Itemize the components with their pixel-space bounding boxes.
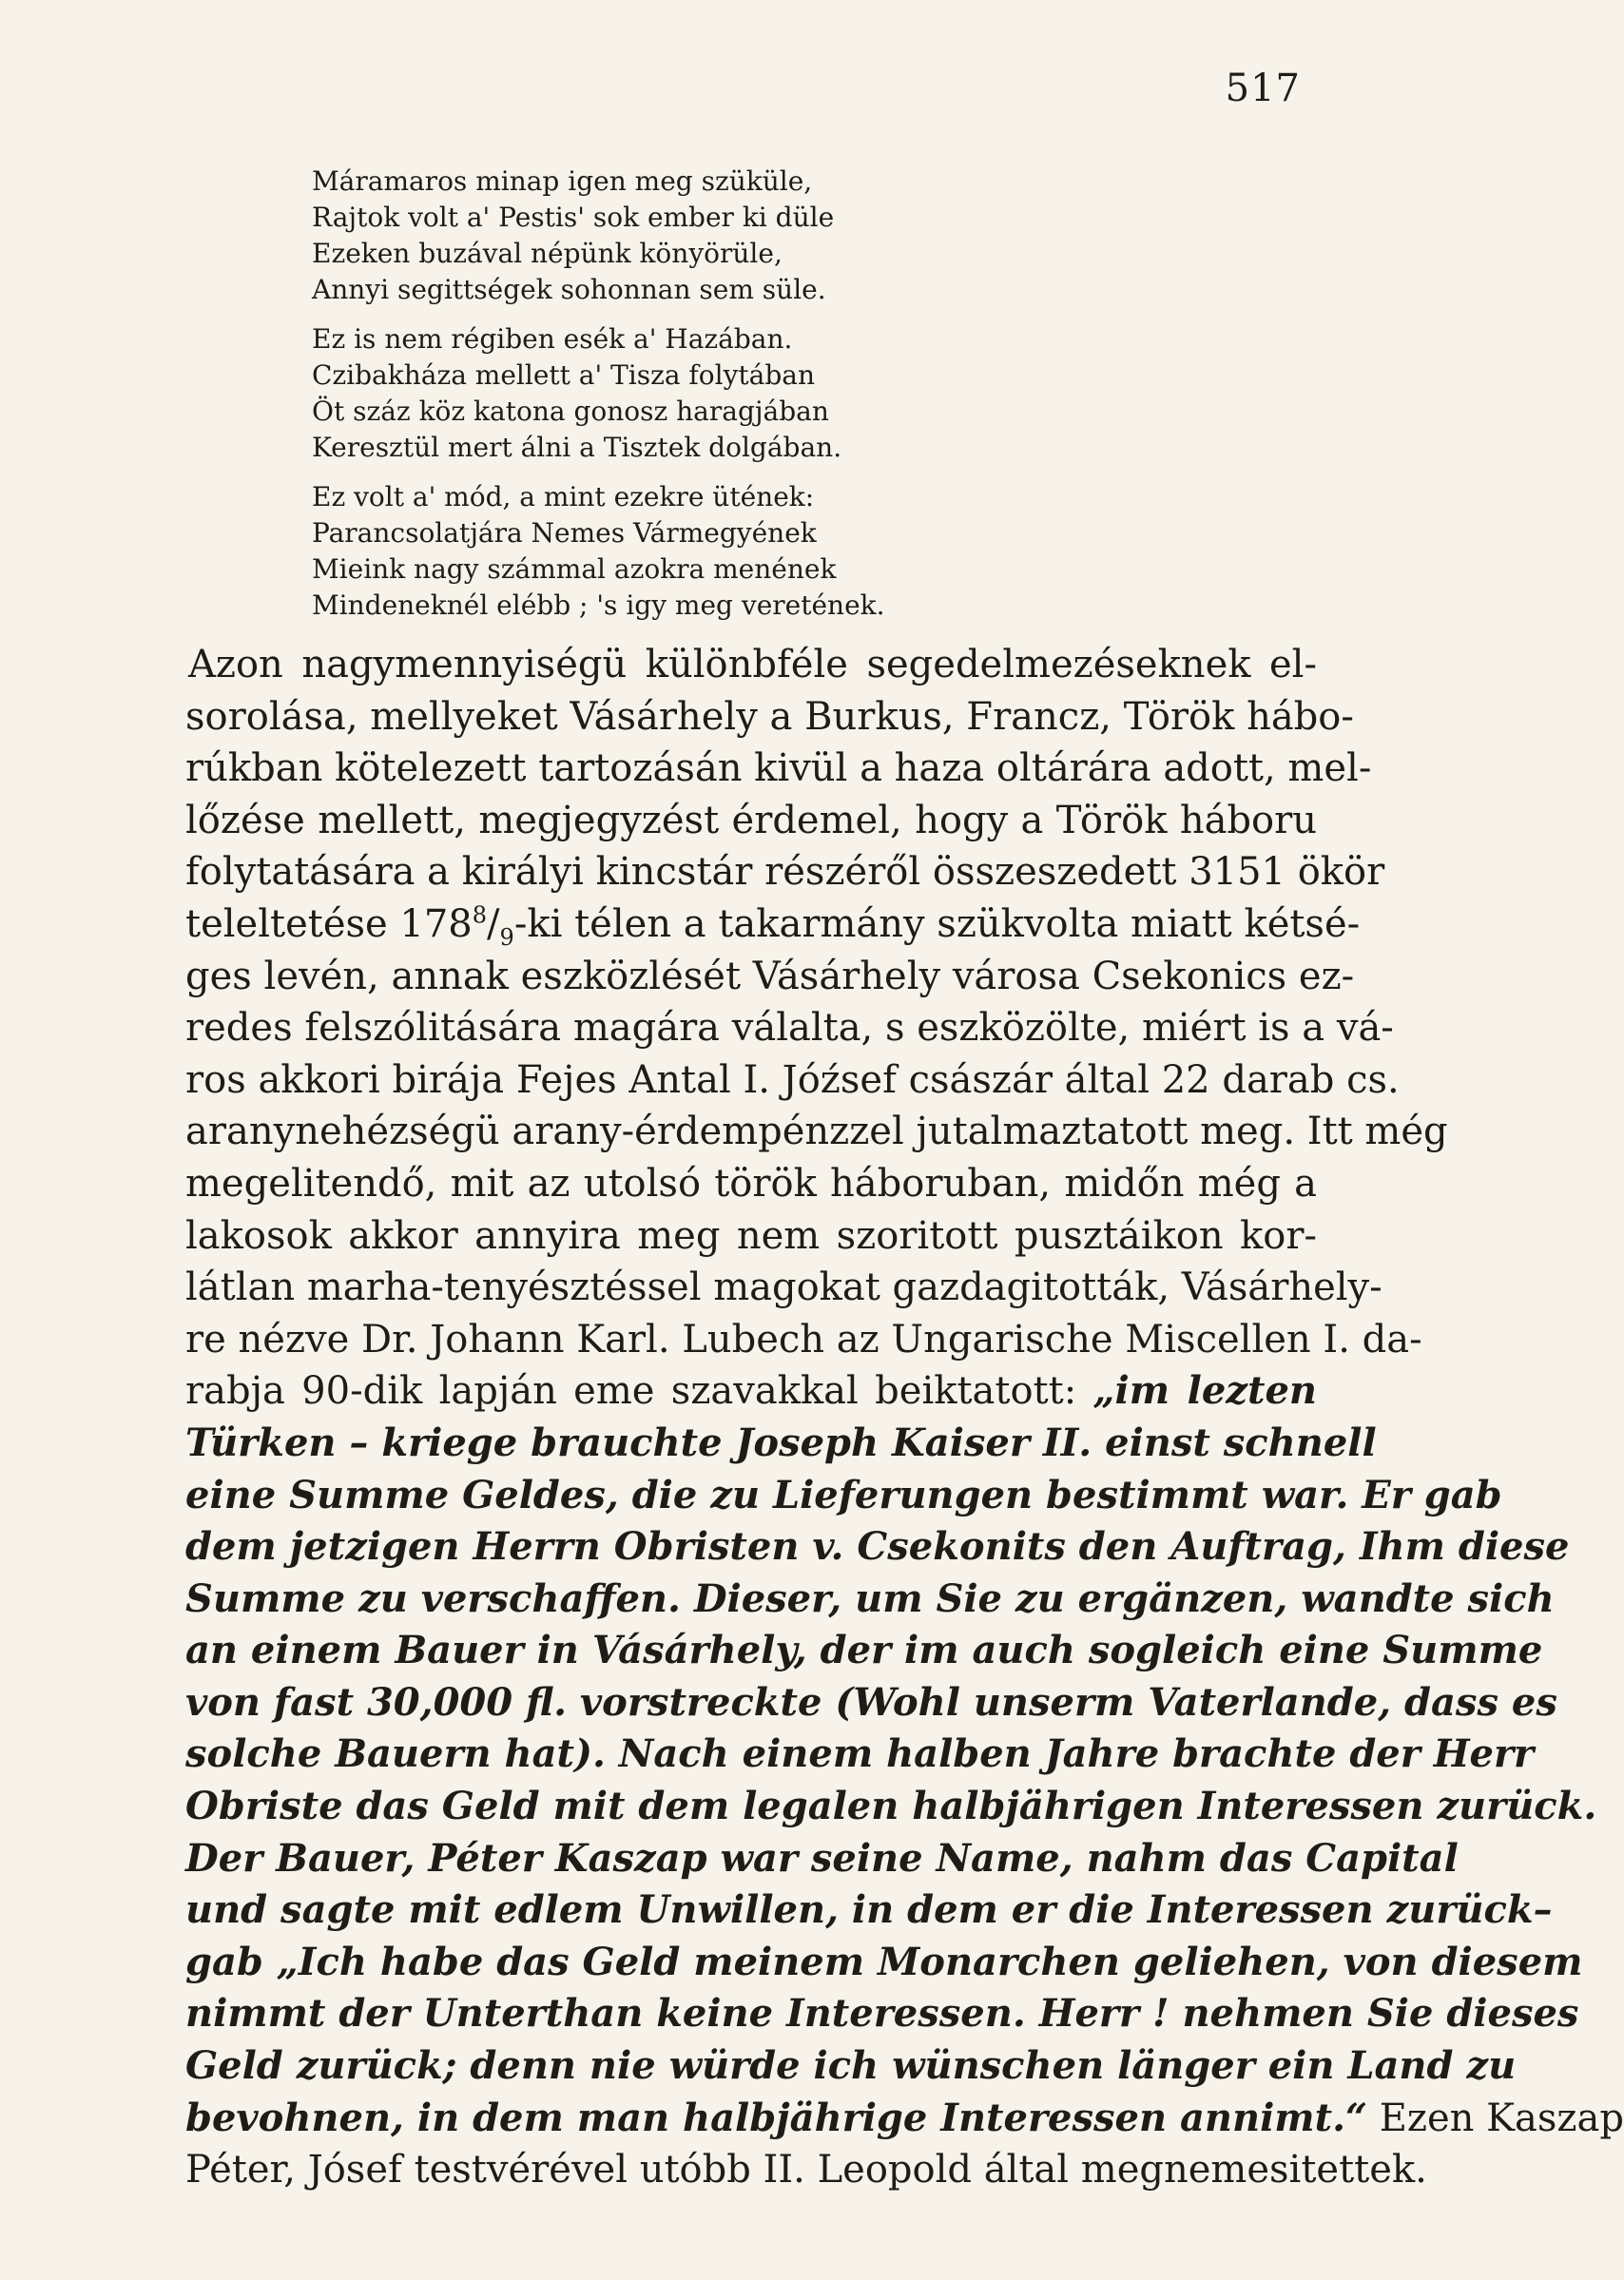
poem-line: Mindeneknél elébb ; 's igy meg veretének. [312, 589, 885, 621]
poem-line: Mieink nagy számmal azokra menének [312, 553, 837, 585]
quote-line: solche Bauern hat). Nach einem halben Jahre brachte der Herr [185, 1731, 1535, 1777]
fraction-prefix: teleltetése 178 [185, 901, 473, 946]
fraction-numerator: 8 [472, 901, 488, 929]
stanza-1 [312, 164, 1310, 308]
poem-line: Öt száz köz katona gonosz haragjában [312, 396, 829, 427]
prose-body [185, 639, 1624, 2196]
prose-line: redes felszólitására magára válalta, s eszközölte, miért is a vá- [185, 1006, 1394, 1051]
quote-line: dem jetzigen Herrn Obristen v. Csekonits den Auftrag, Ihm diese [185, 1524, 1570, 1570]
prose-line: látlan marha-tenyésztéssel magokat gazdagitották, Vásárhely- [185, 1266, 1382, 1310]
quote-opening: „im lezten [1092, 1368, 1318, 1414]
prose-line-last: Péter, Jósef testvérével utóbb II. Leopold által megnemesitettek. [185, 2148, 1427, 2193]
prose-line: megelitendő, mit az utolsó török háboruban, midőn még a [185, 1161, 1317, 1206]
prose-line: folytatására a királyi kincstár részéről összeszedett 3151 ökör [185, 850, 1385, 895]
quote-line: nimmt der Unterthan keine Interessen. Herr ! nehmen Sie dieses [185, 1991, 1579, 2037]
poem-line: Czibakháza mellett a' Tisza folytában [312, 359, 816, 391]
prose-line-mixed [185, 2093, 1624, 2145]
quote-line: Geld zurück; denn nie würde ich wünschen länger ein Land zu [185, 2043, 1517, 2089]
fraction-suffix: -ki télen a takarmány szükvolta miatt kétsé- [513, 901, 1361, 946]
poem-line: Ez volt a' mód, a mint ezekre ütének: [312, 481, 815, 512]
poem-line: Parancsolatjára Nemes Vármegyének [312, 517, 817, 549]
prose-line: sorolása, mellyeket Vásárhely a Burkus, Francz, Török hábo- [185, 694, 1354, 739]
prose-line: lakosok akkor annyira meg nem szoritott pusztáikon kor- [185, 1213, 1317, 1258]
fraction-slash: / [487, 901, 500, 946]
quote-line: gab „Ich habe das Geld meinem Monarchen geliehen, von diesem [185, 1939, 1583, 1984]
prose-line: Azon nagymennyiségü különbféle segedelmezéseknek el- [188, 643, 1317, 686]
prose-line-text: Ezen Kaszap [1367, 2096, 1624, 2140]
poem-line: Keresztül mert álni a Tisztek dolgában. [312, 432, 842, 463]
quote-line: und sagte mit edlem Unwillen, in dem er die Interessen zurück– [185, 1887, 1553, 1933]
prose-line: rúkban kötelezett tartozásán kivül a haza oltárára adott, mel- [185, 746, 1372, 791]
stanza-3 [312, 479, 1310, 624]
quote-line: an einem Bauer in Vásárhely, der im auch sogleich eine Summe [185, 1628, 1543, 1673]
prose-line-quote-start [185, 1365, 1317, 1418]
quote-line: Türken – kriege brauchte Joseph Kaiser II. einst schnell [185, 1420, 1377, 1465]
poem-line: Ezeken buzával népünk könyörüle, [312, 238, 783, 269]
prose-line: ges levén, annak eszközlését Vásárhely városa Csekonics ez- [185, 954, 1355, 998]
prose-line: ros akkori birája Fejes Antal I. Jóźsef császár által 22 darab cs. [185, 1057, 1400, 1102]
poem-line: Máramaros minap igen meg szüküle, [312, 165, 813, 197]
poem [312, 164, 1310, 637]
prose-line: re nézve Dr. Johann Karl. Lubech az Ungarische Miscellen I. da- [185, 1317, 1422, 1362]
quote-closing: bevohnen, in dem man halbjährige Interessen annimt.“ [185, 2095, 1368, 2140]
page-number: 517 [1225, 67, 1301, 110]
prose-line: aranynehézségü arany-érdempénzzel jutalmaztatott meg. Itt még [185, 1110, 1448, 1154]
prose-line: lőzése mellett, megjegyzést érdemel, hogy a Török háboru [185, 798, 1317, 842]
fraction-denominator: 9 [499, 923, 514, 951]
quote-line: eine Summe Geldes, die zu Lieferungen bestimmt war. Er gab [185, 1472, 1502, 1517]
poem-line: Ez is nem régiben esék a' Hazában. [312, 323, 793, 355]
quote-line: Der Bauer, Péter Kaszap war seine Name, nahm das Capital [185, 1835, 1459, 1881]
stanza-2 [312, 321, 1310, 466]
poem-line: Annyi segittségek sohonnan sem süle. [312, 274, 826, 305]
prose-line-fraction [185, 898, 1361, 951]
poem-line: Rajtok volt a' Pestis' sok ember ki düle [312, 202, 835, 233]
quote-line: Summe zu verschaffen. Dieser, um Sie zu ergänzen, wandte sich [185, 1575, 1555, 1621]
quote-line: Obriste das Geld mit dem legalen halbjährigen Interessen zurück. [185, 1784, 1597, 1829]
prose-line-text: rabja 90-dik lapján eme szavakkal beiktatott: [185, 1369, 1093, 1414]
quote-line: von fast 30,000 fl. vorstreckte (Wohl unserm Vaterlande, dass es [185, 1679, 1557, 1725]
